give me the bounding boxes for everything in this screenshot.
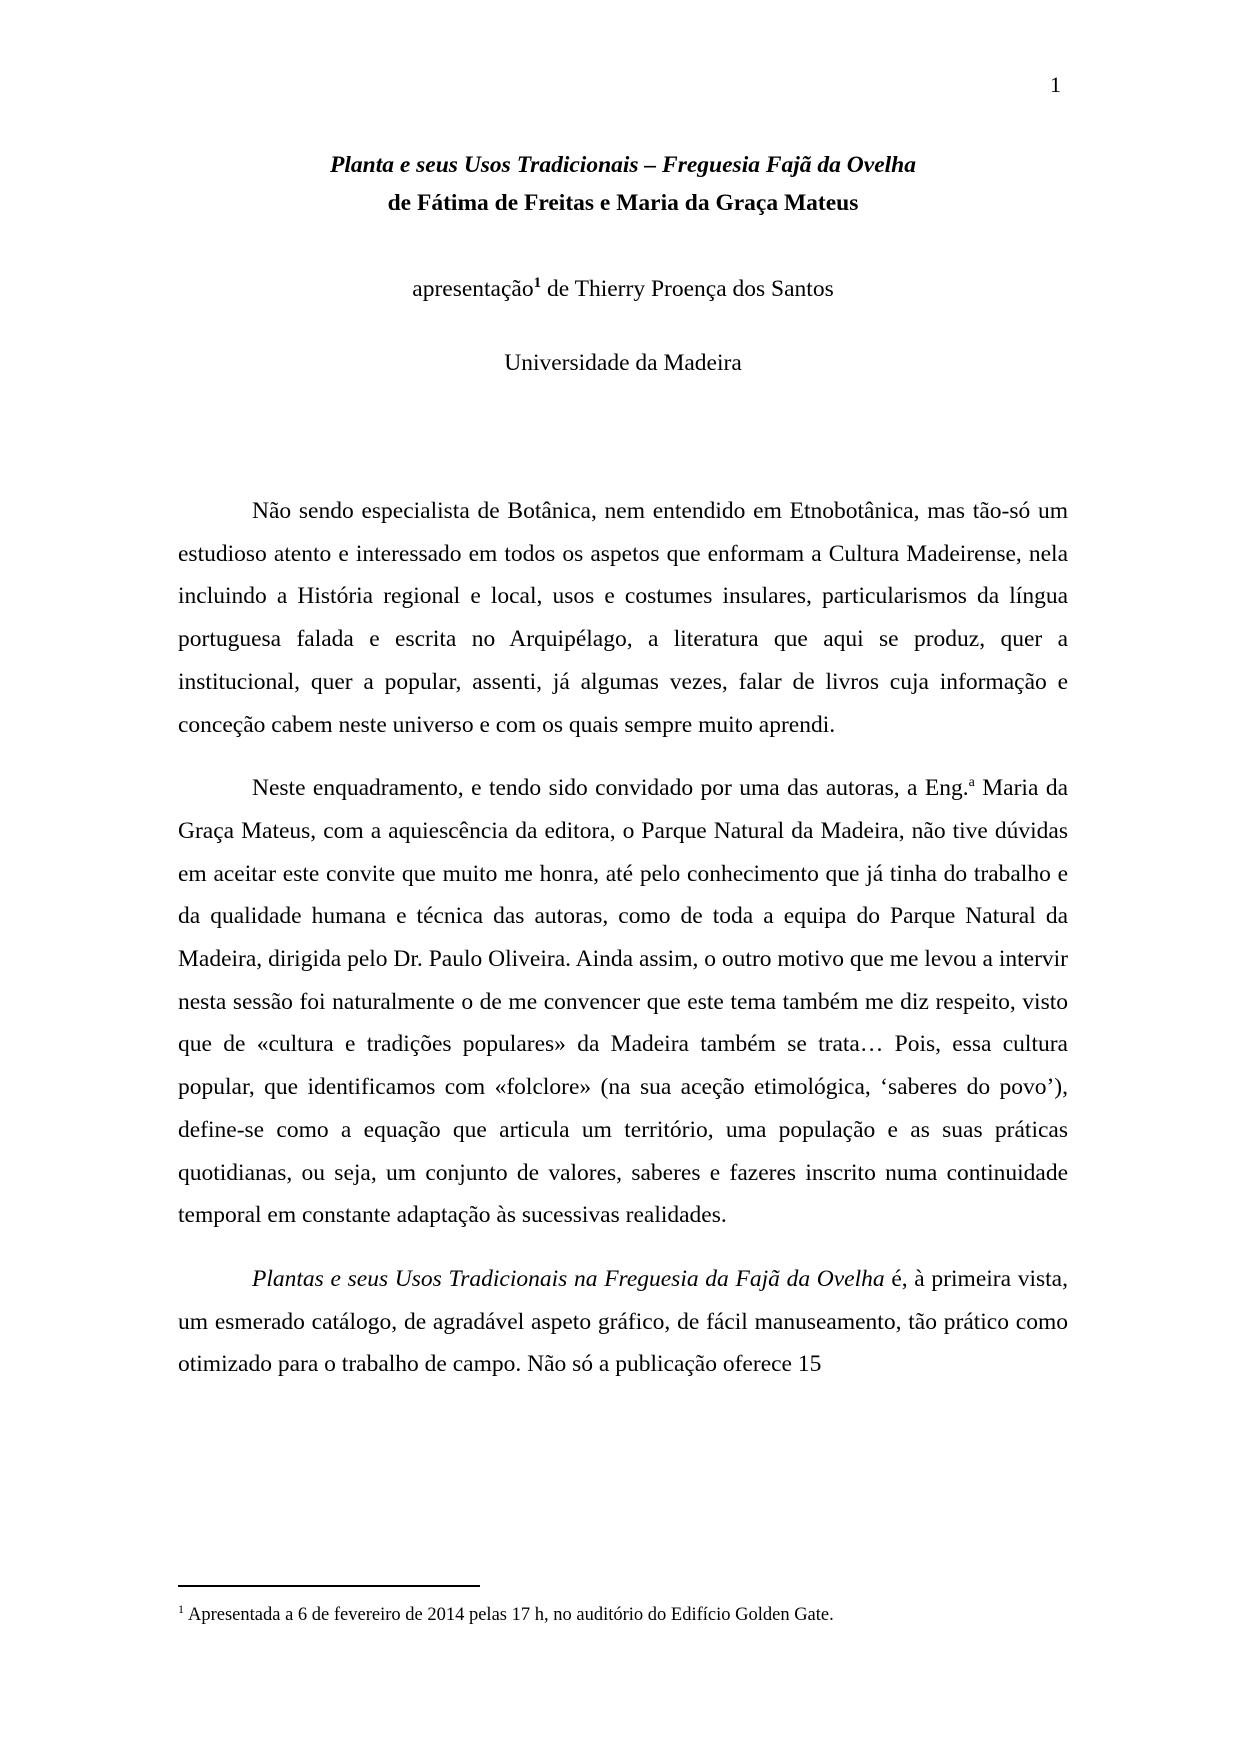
presenter-name: de Thierry Proença dos Santos xyxy=(541,276,834,302)
ordinal-superscript: a xyxy=(968,775,975,791)
footnote-reference: 1 xyxy=(533,275,542,291)
footnote-divider xyxy=(178,1585,480,1587)
footnote-marker: 1 xyxy=(178,1602,184,1616)
title-line-1: Planta e seus Usos Tradicionais – Freguesia Fajã da Ovelha xyxy=(329,152,916,178)
paragraph-2-start: Neste enquadramento, e tendo sido convidado por uma das autoras, a Eng. xyxy=(252,775,969,802)
paragraph-2 xyxy=(178,767,1068,1237)
document-title xyxy=(178,146,1068,222)
footnote xyxy=(178,1603,1068,1627)
presenter-label: apresentação xyxy=(412,276,534,302)
paragraph-2-rest: Maria da Graça Mateus, com a aquiescência da editora, o Parque Natural da Madeira, não tive dúvidas em aceitar este convite que muito me honra, até pelo conhecimento que já tinha do trabalho e da qualidade humana e técnica das autoras, como de toda a equipa do Parque Natural da Madeira, dirigida pelo Dr. Paulo Oliveira. Ainda assim, o outro motivo que me levou a intervir nesta sessão foi naturalmente o de me convencer que este tema também me diz respeito, visto que de «cultura e tradições populares» da Madeira também se trata… Pois, essa cultura popular, que identificamos com «folclore» (na sua aceção etimológica, ‘saberes do povo’), define-se como a equação que articula um território, uma população e as suas práticas quotidianas, ou seja, um conjunto de valores, saberes e fazeres inscrito numa continuidade temporal em constante adaptação às sucessivas realidades. xyxy=(178,775,1069,1229)
presenter-line xyxy=(178,276,1068,303)
paragraph-1: Não sendo especialista de Botânica, nem entendido em Etnobotânica, mas tão-só um estudioso atento e interessado em todos os aspetos que enformam a Cultura Madeirense, nela incluindo a História regional e local, usos e costumes insulares, particularismos da língua portuguesa falada e escrita no Arquipélago, a literatura que aqui se produz, quer a institucional, quer a popular, assenti, já algumas vezes, falar de livros cuja informação e conceção cabem neste universo e com os quais sempre muito aprendi. xyxy=(178,498,1068,738)
affiliation: Universidade da Madeira xyxy=(504,350,742,376)
paragraph-3-rest: é, à primeira vista, um esmerado catálogo, de agradável aspeto gráfico, de fácil manuseamento, tão prático como otimizado para o trabalho de campo. Não só a publicação oferece 15 xyxy=(178,1265,1068,1378)
book-title: Plantas e seus Usos Tradicionais na Freguesia da Fajã da Ovelha xyxy=(252,1265,885,1292)
page-number: 1 xyxy=(1050,72,1061,97)
body-text xyxy=(178,490,1068,1386)
footnote-text: Apresentada a 6 de fevereiro de 2014 pelas 17 h, no auditório do Edifício Golden Gate. xyxy=(188,1605,834,1625)
title-line-2: de Fátima de Freitas e Maria da Graça Mateus xyxy=(387,190,859,216)
paragraph-3 xyxy=(178,1258,1068,1386)
